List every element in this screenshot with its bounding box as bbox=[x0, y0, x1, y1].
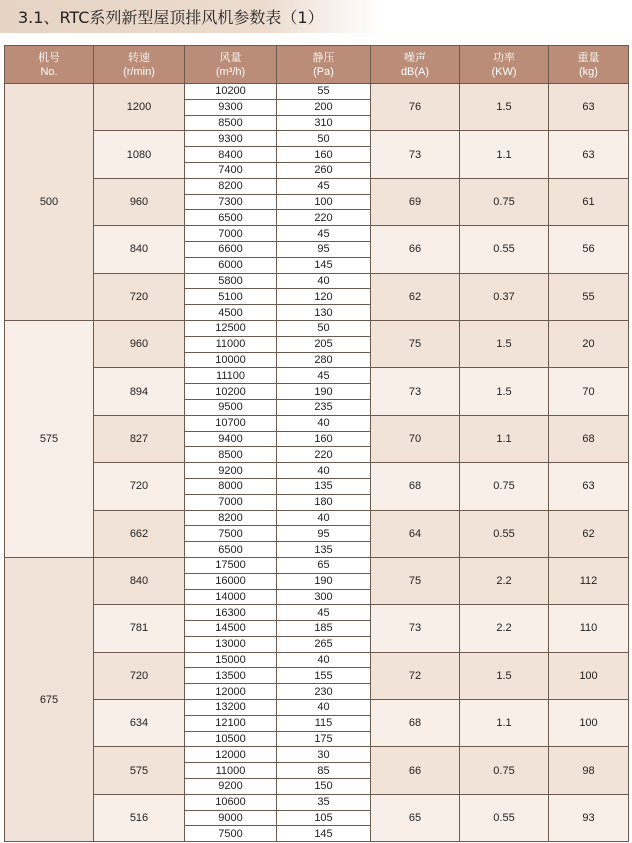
airflow-cell: 9400 bbox=[185, 431, 277, 447]
static-pressure-cell: 40 bbox=[277, 463, 371, 479]
airflow-cell: 6000 bbox=[185, 257, 277, 273]
page-title: 3.1、RTC系列新型屋顶排风机参数表（1） bbox=[18, 8, 324, 27]
static-pressure-cell: 95 bbox=[277, 526, 371, 542]
static-pressure-cell: 190 bbox=[277, 573, 371, 589]
table-row bbox=[5, 700, 629, 716]
airflow-cell: 10200 bbox=[185, 384, 277, 400]
weight-cell: 63 bbox=[549, 84, 629, 131]
static-pressure-cell: 230 bbox=[277, 684, 371, 700]
noise-cell: 75 bbox=[371, 320, 460, 367]
model-no-cell: 500 bbox=[5, 84, 94, 321]
airflow-cell: 11100 bbox=[185, 368, 277, 384]
speed-cell: 840 bbox=[94, 226, 185, 273]
airflow-cell: 8000 bbox=[185, 478, 277, 494]
airflow-cell: 9300 bbox=[185, 131, 277, 147]
static-pressure-cell: 40 bbox=[277, 510, 371, 526]
airflow-cell: 7000 bbox=[185, 494, 277, 510]
weight-cell: 63 bbox=[549, 463, 629, 510]
power-cell: 1.1 bbox=[460, 700, 549, 747]
static-pressure-cell: 145 bbox=[277, 826, 371, 842]
airflow-cell: 10200 bbox=[185, 84, 277, 100]
static-pressure-cell: 185 bbox=[277, 621, 371, 637]
power-cell: 1.1 bbox=[460, 415, 549, 462]
noise-cell: 62 bbox=[371, 273, 460, 320]
table-row bbox=[5, 84, 629, 100]
airflow-cell: 10500 bbox=[185, 731, 277, 747]
airflow-cell: 10600 bbox=[185, 794, 277, 810]
static-pressure-cell: 45 bbox=[277, 178, 371, 194]
static-pressure-cell: 100 bbox=[277, 194, 371, 210]
noise-cell: 68 bbox=[371, 700, 460, 747]
static-pressure-cell: 160 bbox=[277, 431, 371, 447]
table-row bbox=[5, 557, 629, 573]
table-row bbox=[5, 652, 629, 668]
noise-cell: 69 bbox=[371, 178, 460, 225]
model-no-cell: 575 bbox=[5, 320, 94, 557]
power-cell: 1.5 bbox=[460, 84, 549, 131]
weight-cell: 63 bbox=[549, 131, 629, 178]
airflow-cell: 9200 bbox=[185, 463, 277, 479]
airflow-cell: 12500 bbox=[185, 320, 277, 336]
static-pressure-cell: 220 bbox=[277, 210, 371, 226]
header-model-no: 机号 No. bbox=[5, 46, 94, 84]
weight-cell: 98 bbox=[549, 747, 629, 794]
noise-cell: 73 bbox=[371, 368, 460, 415]
weight-cell: 61 bbox=[549, 178, 629, 225]
speed-cell: 634 bbox=[94, 700, 185, 747]
header-airflow: 风量 (m³/h) bbox=[185, 46, 277, 84]
noise-cell: 75 bbox=[371, 557, 460, 604]
weight-cell: 93 bbox=[549, 794, 629, 841]
airflow-cell: 13200 bbox=[185, 700, 277, 716]
static-pressure-cell: 105 bbox=[277, 810, 371, 826]
header-power: 功率 (KW) bbox=[460, 46, 549, 84]
static-pressure-cell: 145 bbox=[277, 257, 371, 273]
static-pressure-cell: 30 bbox=[277, 747, 371, 763]
table-row bbox=[5, 747, 629, 763]
power-cell: 0.75 bbox=[460, 178, 549, 225]
header-noise: 噪声 dB(A) bbox=[371, 46, 460, 84]
static-pressure-cell: 65 bbox=[277, 557, 371, 573]
airflow-cell: 13000 bbox=[185, 636, 277, 652]
airflow-cell: 5800 bbox=[185, 273, 277, 289]
static-pressure-cell: 235 bbox=[277, 399, 371, 415]
static-pressure-cell: 35 bbox=[277, 794, 371, 810]
table-row bbox=[5, 320, 629, 336]
airflow-cell: 11000 bbox=[185, 336, 277, 352]
airflow-cell: 6500 bbox=[185, 210, 277, 226]
static-pressure-cell: 45 bbox=[277, 605, 371, 621]
noise-cell: 76 bbox=[371, 84, 460, 131]
table-row bbox=[5, 510, 629, 526]
airflow-cell: 7000 bbox=[185, 226, 277, 242]
static-pressure-cell: 265 bbox=[277, 636, 371, 652]
noise-cell: 64 bbox=[371, 510, 460, 557]
table-header-row bbox=[5, 46, 629, 84]
noise-cell: 65 bbox=[371, 794, 460, 841]
weight-cell: 100 bbox=[549, 700, 629, 747]
power-cell: 1.5 bbox=[460, 652, 549, 699]
power-cell: 0.55 bbox=[460, 794, 549, 841]
speed-cell: 720 bbox=[94, 273, 185, 320]
airflow-cell: 6500 bbox=[185, 542, 277, 558]
parameter-table bbox=[4, 45, 629, 842]
speed-cell: 1080 bbox=[94, 131, 185, 178]
airflow-cell: 12000 bbox=[185, 747, 277, 763]
static-pressure-cell: 45 bbox=[277, 368, 371, 384]
static-pressure-cell: 280 bbox=[277, 352, 371, 368]
noise-cell: 72 bbox=[371, 652, 460, 699]
static-pressure-cell: 95 bbox=[277, 241, 371, 257]
airflow-cell: 9200 bbox=[185, 779, 277, 795]
speed-cell: 840 bbox=[94, 557, 185, 604]
airflow-cell: 7400 bbox=[185, 162, 277, 178]
static-pressure-cell: 150 bbox=[277, 779, 371, 795]
airflow-cell: 5100 bbox=[185, 289, 277, 305]
static-pressure-cell: 220 bbox=[277, 447, 371, 463]
weight-cell: 112 bbox=[549, 557, 629, 604]
noise-cell: 73 bbox=[371, 605, 460, 652]
airflow-cell: 14000 bbox=[185, 589, 277, 605]
title-bar bbox=[0, 0, 380, 33]
header-weight: 重量 (kg) bbox=[549, 46, 629, 84]
static-pressure-cell: 200 bbox=[277, 99, 371, 115]
power-cell: 0.75 bbox=[460, 463, 549, 510]
speed-cell: 960 bbox=[94, 178, 185, 225]
power-cell: 1.5 bbox=[460, 368, 549, 415]
header-static-pressure: 静压 (Pa) bbox=[277, 46, 371, 84]
speed-cell: 662 bbox=[94, 510, 185, 557]
table-row bbox=[5, 178, 629, 194]
static-pressure-cell: 40 bbox=[277, 652, 371, 668]
airflow-cell: 11000 bbox=[185, 763, 277, 779]
noise-cell: 66 bbox=[371, 226, 460, 273]
noise-cell: 70 bbox=[371, 415, 460, 462]
airflow-cell: 10000 bbox=[185, 352, 277, 368]
power-cell: 0.75 bbox=[460, 747, 549, 794]
power-cell: 2.2 bbox=[460, 605, 549, 652]
static-pressure-cell: 135 bbox=[277, 478, 371, 494]
weight-cell: 70 bbox=[549, 368, 629, 415]
static-pressure-cell: 40 bbox=[277, 273, 371, 289]
power-cell: 0.37 bbox=[460, 273, 549, 320]
airflow-cell: 4500 bbox=[185, 305, 277, 321]
power-cell: 0.55 bbox=[460, 226, 549, 273]
weight-cell: 68 bbox=[549, 415, 629, 462]
table-body bbox=[5, 84, 629, 842]
airflow-cell: 7300 bbox=[185, 194, 277, 210]
static-pressure-cell: 55 bbox=[277, 84, 371, 100]
static-pressure-cell: 260 bbox=[277, 162, 371, 178]
noise-cell: 66 bbox=[371, 747, 460, 794]
airflow-cell: 9300 bbox=[185, 99, 277, 115]
speed-cell: 1200 bbox=[94, 84, 185, 131]
weight-cell: 20 bbox=[549, 320, 629, 367]
airflow-cell: 6600 bbox=[185, 241, 277, 257]
static-pressure-cell: 135 bbox=[277, 542, 371, 558]
noise-cell: 73 bbox=[371, 131, 460, 178]
weight-cell: 62 bbox=[549, 510, 629, 557]
airflow-cell: 9000 bbox=[185, 810, 277, 826]
airflow-cell: 16000 bbox=[185, 573, 277, 589]
static-pressure-cell: 85 bbox=[277, 763, 371, 779]
table-row bbox=[5, 273, 629, 289]
table-row bbox=[5, 226, 629, 242]
static-pressure-cell: 130 bbox=[277, 305, 371, 321]
static-pressure-cell: 175 bbox=[277, 731, 371, 747]
power-cell: 1.1 bbox=[460, 131, 549, 178]
static-pressure-cell: 205 bbox=[277, 336, 371, 352]
static-pressure-cell: 155 bbox=[277, 668, 371, 684]
static-pressure-cell: 50 bbox=[277, 320, 371, 336]
noise-cell: 68 bbox=[371, 463, 460, 510]
speed-cell: 827 bbox=[94, 415, 185, 462]
table-row bbox=[5, 794, 629, 810]
weight-cell: 100 bbox=[549, 652, 629, 699]
airflow-cell: 8200 bbox=[185, 178, 277, 194]
header-speed: 转速 (r/min) bbox=[94, 46, 185, 84]
static-pressure-cell: 45 bbox=[277, 226, 371, 242]
static-pressure-cell: 310 bbox=[277, 115, 371, 131]
static-pressure-cell: 50 bbox=[277, 131, 371, 147]
weight-cell: 55 bbox=[549, 273, 629, 320]
static-pressure-cell: 180 bbox=[277, 494, 371, 510]
table-row bbox=[5, 131, 629, 147]
static-pressure-cell: 300 bbox=[277, 589, 371, 605]
airflow-cell: 8400 bbox=[185, 147, 277, 163]
speed-cell: 720 bbox=[94, 463, 185, 510]
static-pressure-cell: 40 bbox=[277, 415, 371, 431]
power-cell: 0.55 bbox=[460, 510, 549, 557]
table-row bbox=[5, 463, 629, 479]
speed-cell: 575 bbox=[94, 747, 185, 794]
airflow-cell: 14500 bbox=[185, 621, 277, 637]
static-pressure-cell: 120 bbox=[277, 289, 371, 305]
airflow-cell: 7500 bbox=[185, 526, 277, 542]
power-cell: 2.2 bbox=[460, 557, 549, 604]
table-row bbox=[5, 415, 629, 431]
airflow-cell: 12100 bbox=[185, 715, 277, 731]
airflow-cell: 17500 bbox=[185, 557, 277, 573]
model-no-cell: 675 bbox=[5, 557, 94, 841]
airflow-cell: 13500 bbox=[185, 668, 277, 684]
airflow-cell: 12000 bbox=[185, 684, 277, 700]
static-pressure-cell: 40 bbox=[277, 700, 371, 716]
airflow-cell: 8200 bbox=[185, 510, 277, 526]
airflow-cell: 7500 bbox=[185, 826, 277, 842]
table-row bbox=[5, 605, 629, 621]
speed-cell: 516 bbox=[94, 794, 185, 841]
airflow-cell: 9500 bbox=[185, 399, 277, 415]
airflow-cell: 8500 bbox=[185, 447, 277, 463]
static-pressure-cell: 160 bbox=[277, 147, 371, 163]
static-pressure-cell: 190 bbox=[277, 384, 371, 400]
speed-cell: 960 bbox=[94, 320, 185, 367]
airflow-cell: 15000 bbox=[185, 652, 277, 668]
weight-cell: 110 bbox=[549, 605, 629, 652]
weight-cell: 56 bbox=[549, 226, 629, 273]
static-pressure-cell: 115 bbox=[277, 715, 371, 731]
airflow-cell: 16300 bbox=[185, 605, 277, 621]
speed-cell: 894 bbox=[94, 368, 185, 415]
speed-cell: 781 bbox=[94, 605, 185, 652]
airflow-cell: 8500 bbox=[185, 115, 277, 131]
power-cell: 1.5 bbox=[460, 320, 549, 367]
airflow-cell: 10700 bbox=[185, 415, 277, 431]
speed-cell: 720 bbox=[94, 652, 185, 699]
table-row bbox=[5, 368, 629, 384]
